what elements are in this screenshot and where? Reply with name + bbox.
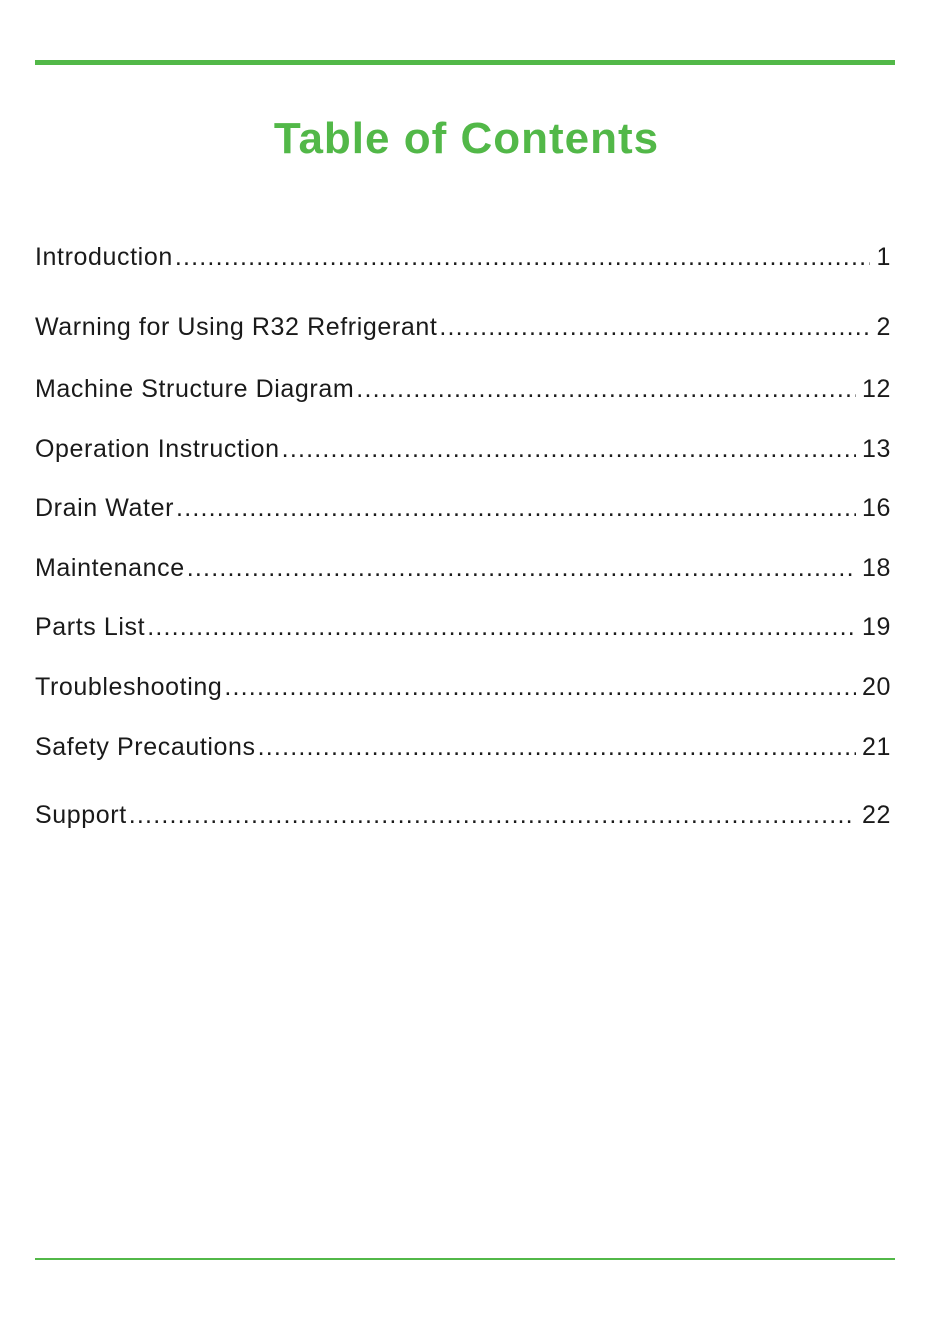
toc-entry-introduction[interactable]	[35, 240, 891, 274]
toc-entry-page: 20	[861, 673, 891, 701]
toc-entry-structure-diagram[interactable]	[35, 372, 891, 406]
toc-entry-r32-warning[interactable]	[35, 310, 891, 344]
toc-entry-label: Introduction	[35, 243, 173, 271]
toc-entry-page: 1	[876, 243, 891, 271]
dot-leader	[147, 610, 856, 644]
toc-entry-page: 2	[876, 313, 891, 341]
dot-leader	[224, 670, 856, 704]
dot-leader	[356, 372, 856, 406]
toc-entry-maintenance[interactable]	[35, 551, 891, 585]
toc-entry-operation-instruction[interactable]	[35, 432, 891, 466]
top-divider	[35, 60, 895, 65]
toc-entry-page: 16	[861, 494, 891, 522]
toc-entry-page: 21	[861, 733, 891, 761]
toc-entry-label: Safety Precautions	[35, 733, 256, 761]
toc-entry-label: Machine Structure Diagram	[35, 375, 355, 403]
toc-entry-label: Troubleshooting	[35, 673, 223, 701]
toc-entry-label: Support	[35, 801, 127, 829]
toc-entry-support[interactable]	[35, 798, 891, 832]
toc-entry-safety-precautions[interactable]	[35, 730, 891, 764]
bottom-divider	[35, 1258, 895, 1260]
toc-entry-label: Warning for Using R32 Refrigerant	[35, 313, 438, 341]
toc-entry-parts-list[interactable]	[35, 610, 891, 644]
dot-leader	[176, 491, 856, 525]
toc-entry-label: Operation Instruction	[35, 435, 280, 463]
dot-leader	[187, 551, 856, 585]
dot-leader	[129, 798, 856, 832]
toc-entry-page: 22	[861, 801, 891, 829]
page-title: Table of Contents	[273, 114, 660, 163]
dot-leader	[282, 432, 856, 466]
toc-entry-page: 13	[861, 435, 891, 463]
dot-leader	[175, 240, 871, 274]
toc-entry-page: 19	[861, 613, 891, 641]
dot-leader	[439, 310, 870, 344]
toc-entry-page: 18	[861, 554, 891, 582]
toc-entry-label: Maintenance	[35, 554, 185, 582]
toc-entry-drain-water[interactable]	[35, 491, 891, 525]
toc-entry-page: 12	[861, 375, 891, 403]
toc-entry-label: Drain Water	[35, 494, 175, 522]
toc-entry-troubleshooting[interactable]	[35, 670, 891, 704]
dot-leader	[258, 730, 856, 764]
toc-entry-label: Parts List	[35, 613, 146, 641]
